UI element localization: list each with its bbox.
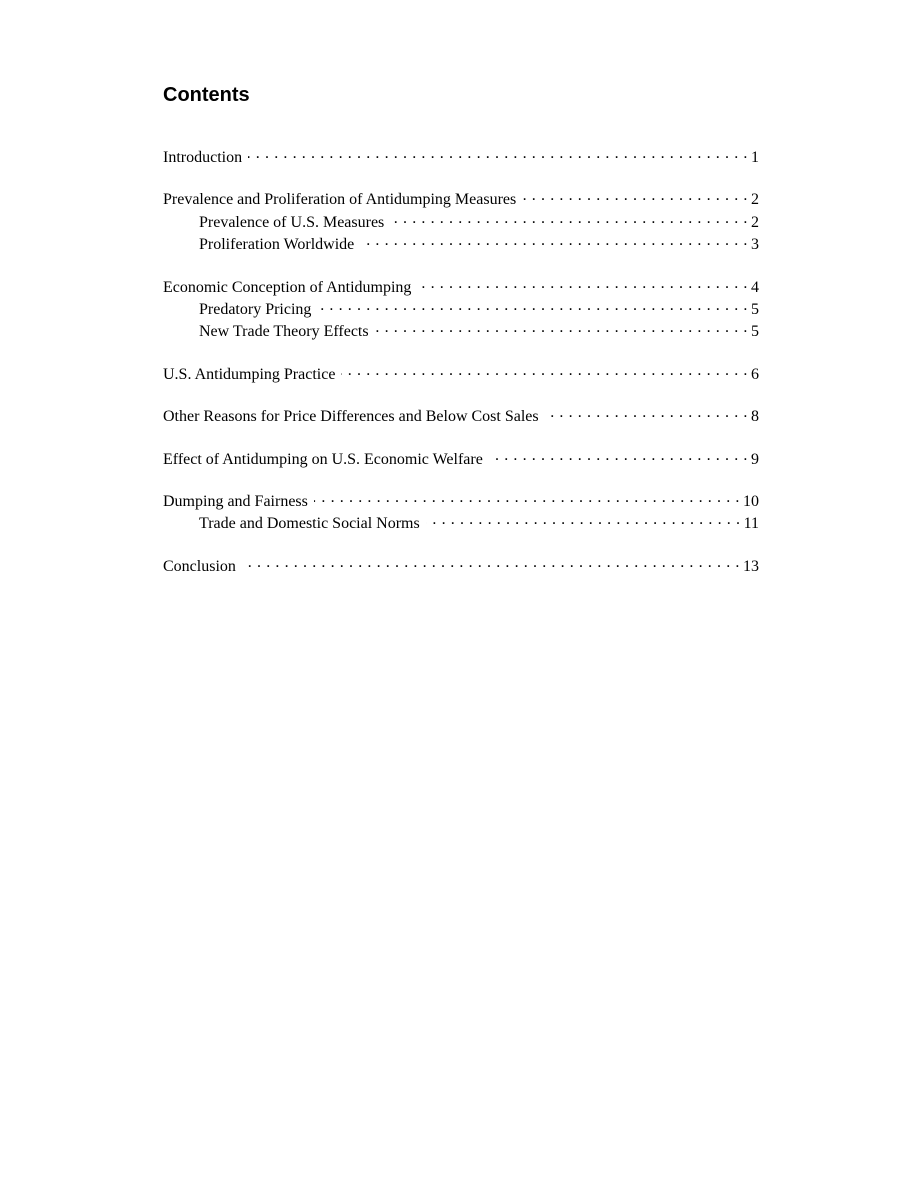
table-of-contents	[163, 146, 759, 577]
toc-dot-leader	[390, 211, 748, 227]
toc-page-number: 8	[751, 408, 759, 426]
toc-subentry[interactable]	[163, 512, 759, 534]
toc-dot-leader	[522, 188, 748, 204]
toc-group	[163, 363, 759, 385]
toc-group	[163, 555, 759, 577]
toc-entry-label: Economic Conception of Antidumping	[163, 278, 412, 296]
toc-entry-label: Prevalence of U.S. Measures	[199, 213, 385, 231]
toc-dot-leader	[242, 555, 740, 571]
toc-entry-label: New Trade Theory Effects	[199, 323, 369, 341]
toc-group	[163, 448, 759, 470]
toc-subentry[interactable]	[163, 320, 759, 342]
toc-dot-leader	[375, 320, 748, 336]
toc-dot-leader	[426, 512, 741, 528]
contents-heading: Contents	[163, 84, 250, 106]
toc-dot-leader	[248, 146, 748, 162]
toc-group	[163, 188, 759, 255]
toc-page-number: 13	[743, 557, 759, 575]
toc-page-number: 5	[751, 301, 759, 319]
toc-group	[163, 276, 759, 343]
toc-entry[interactable]	[163, 188, 759, 210]
toc-entry[interactable]	[163, 405, 759, 427]
toc-entry-label: Conclusion	[163, 557, 236, 575]
toc-page-number: 11	[743, 515, 759, 533]
toc-group	[163, 490, 759, 535]
document-page	[163, 82, 759, 597]
toc-entry-label: Prevalence and Proliferation of Antidumping Measures	[163, 191, 517, 209]
toc-entry[interactable]	[163, 363, 759, 385]
toc-entry-label: Trade and Domestic Social Norms	[199, 515, 420, 533]
toc-entry[interactable]	[163, 448, 759, 470]
toc-entry[interactable]	[163, 490, 759, 512]
toc-dot-leader	[360, 233, 748, 249]
toc-entry-label: Effect of Antidumping on U.S. Economic Welfare	[163, 450, 483, 468]
toc-entry[interactable]	[163, 555, 759, 577]
toc-dot-leader	[314, 490, 740, 506]
toc-page-number: 6	[751, 365, 759, 383]
toc-page-number: 2	[751, 191, 759, 209]
toc-page-number: 10	[743, 493, 759, 511]
toc-group	[163, 146, 759, 168]
toc-subentry[interactable]	[163, 211, 759, 233]
toc-page-number: 2	[751, 213, 759, 231]
toc-page-number: 1	[751, 149, 759, 166]
toc-entry-label: U.S. Antidumping Practice	[163, 365, 336, 383]
toc-page-number: 5	[751, 323, 759, 341]
toc-page-number: 4	[751, 278, 759, 296]
toc-entry-label: Predatory Pricing	[199, 301, 312, 319]
toc-dot-leader	[489, 448, 748, 464]
toc-dot-leader	[417, 276, 748, 292]
toc-page-number: 3	[751, 236, 759, 254]
toc-entry-label: Dumping and Fairness	[163, 493, 308, 511]
toc-entry-label: Other Reasons for Price Differences and Below Cost Sales	[163, 408, 539, 426]
toc-dot-leader	[317, 298, 748, 314]
toc-entry[interactable]	[163, 276, 759, 298]
toc-subentry[interactable]	[163, 298, 759, 320]
toc-entry-label: Proliferation Worldwide	[199, 236, 355, 254]
toc-subentry[interactable]	[163, 233, 759, 255]
toc-dot-leader	[341, 363, 748, 379]
toc-group	[163, 405, 759, 427]
toc-page-number: 9	[751, 450, 759, 468]
toc-dot-leader	[545, 405, 748, 421]
toc-entry[interactable]	[163, 146, 759, 168]
toc-entry-label: Introduction	[163, 149, 243, 166]
